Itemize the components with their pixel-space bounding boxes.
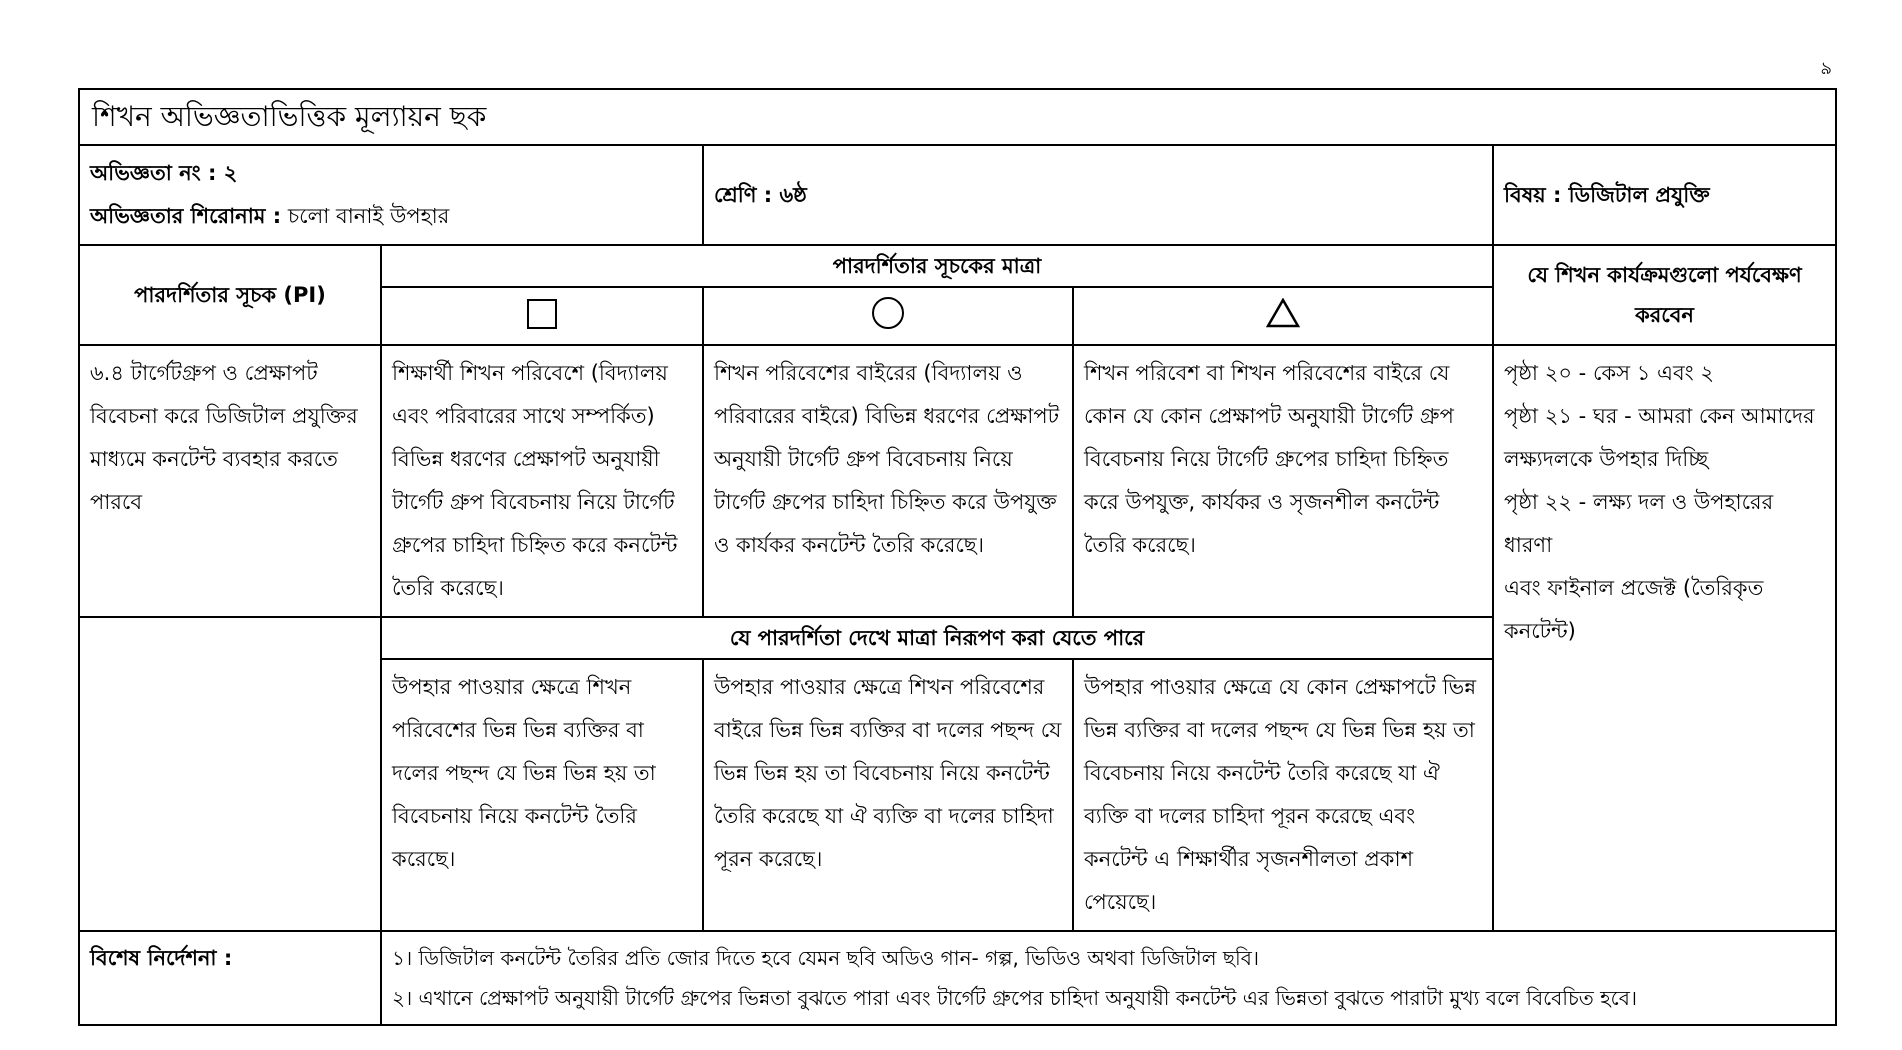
level-triangle-text: শিখন পরিবেশ বা শিখন পরিবেশের বাইরে যে কোন যে কোন প্রেক্ষাপট অনুযায়ী টার্গেট গ্রুপ বিবেচনায় নিয়ে টার্গেট গ্রুপের চাহিদা চিহ্নিত করে উপযুক্ত, কার্যকর ও সৃজনশীল কনটেন্ট তৈরি করেছে।: [1073, 345, 1493, 617]
special-note: ২। এখানে প্রেক্ষাপট অনুযায়ী টার্গেট গ্রুপের ভিন্নতা বুঝতে পারা এবং টার্গেট গ্রুপের চাহিদা অনুযায়ী কনটেন্ট এর ভিন্নতা বুঝতে পারাটা মুখ্য বলে বিবেচিত হবে।: [392, 986, 1637, 1010]
experience-title-label: অভিজ্ঞতার শিরোনাম :: [90, 204, 282, 228]
empty-cell: [79, 617, 381, 931]
pi-header: পারদর্শিতার সূচক (PI): [79, 245, 381, 345]
experience-number: অভিজ্ঞতা নং : ২: [90, 161, 238, 185]
table-title: শিখন অভিজ্ঞতাভিত্তিক মূল্যায়ন ছক: [79, 89, 1836, 145]
circle-icon: [872, 297, 904, 329]
levels-row: [79, 345, 1836, 617]
activity-item: এবং ফাইনাল প্রজেক্ট (তৈরিকৃত কনটেন্ট): [1504, 576, 1764, 643]
special-notes-label: বিশেষ নির্দেশনা :: [79, 931, 381, 1025]
levels-header: পারদর্শিতার সূচকের মাত্রা: [381, 245, 1493, 287]
special-notes-row: [79, 931, 1836, 1025]
subject-cell: বিষয় : ডিজিটাল প্রযুক্তি: [1493, 145, 1836, 245]
header-row: [79, 245, 1836, 287]
experience-title-value: চলো বানাই উপহার: [281, 204, 450, 228]
evidence-circle-text: উপহার পাওয়ার ক্ষেত্রে শিখন পরিবেশের বাইরে ভিন্ন ভিন্ন ব্যক্তির বা দলের পছন্দ যে ভিন্ন ভিন্ন হয় তা বিবেচনায় নিয়ে কনটেন্ট তৈরি করেছে যা ঐ ব্যক্তি বা দলের চাহিদা পূরন করেছে।: [703, 659, 1073, 931]
title-row: [79, 89, 1836, 145]
info-row: [79, 145, 1836, 245]
square-icon: [527, 299, 557, 329]
page-number: ৯: [1820, 58, 1832, 79]
experience-info-cell: [79, 145, 703, 245]
triangle-icon: [1266, 298, 1300, 328]
pi-text: ৬.৪ টার্গেটগ্রুপ ও প্রেক্ষাপট বিবেচনা করে ডিজিটাল প্রযুক্তির মাধ্যমে কনটেন্ট ব্যবহার করতে পারবে: [79, 345, 381, 617]
activity-item: পৃষ্ঠা ২১ - ঘর - আমরা কেন আমাদের লক্ষ্যদলকে উপহার দিচ্ছি: [1504, 404, 1815, 471]
experience-title: [90, 195, 692, 238]
activities-header: যে শিখন কার্যক্রমগুলো পর্যবেক্ষণ করবেন: [1493, 245, 1836, 345]
evidence-triangle-text: উপহার পাওয়ার ক্ষেত্রে যে কোন প্রেক্ষাপটে ভিন্ন ভিন্ন ব্যক্তির বা দলের পছন্দ যে ভিন্ন ভিন্ন হয় তা বিবেচনায় নিয়ে কনটেন্ট তৈরি করেছে যা ঐ ব্যক্তি বা দলের চাহিদা পূরন করেছে এবং কনটেন্ট এ শিক্ষার্থীর সৃজনশীলতা প্রকাশ পেয়েছে।: [1073, 659, 1493, 931]
activity-item: পৃষ্ঠা ২২ - লক্ষ্য দল ও উপহারের ধারণা: [1504, 490, 1774, 557]
level-circle-text: শিখন পরিবেশের বাইরের (বিদ্যালয় ও পরিবারের বাইরে) বিভিন্ন ধরণের প্রেক্ষাপট অনুযায়ী টার্গেট গ্রুপ বিবেচনায় নিয়ে টার্গেট গ্রুপের চাহিদা চিহ্নিত করে উপযুক্ত ও কার্যকর কনটেন্ট তৈরি করেছে।: [703, 345, 1073, 617]
level-square-text: শিক্ষার্থী শিখন পরিবেশে (বিদ্যালয় এবং পরিবারের সাথে সম্পর্কিত) বিভিন্ন ধরণের প্রেক্ষাপট অনুযায়ী টার্গেট গ্রুপ বিবেচনায় নিয়ে টার্গেট গ্রুপের চাহিদা চিহ্নিত করে কনটেন্ট তৈরি করেছে।: [381, 345, 703, 617]
special-note: ১। ডিজিটাল কনটেন্ট তৈরির প্রতি জোর দিতে হবে যেমন ছবি অডিও গান- গল্প, ভিডিও অথবা ডিজিটাল ছবি।: [392, 946, 1260, 970]
evidence-square-text: উপহার পাওয়ার ক্ষেত্রে শিখন পরিবেশের ভিন্ন ভিন্ন ব্যক্তির বা দলের পছন্দ যে ভিন্ন ভিন্ন হয় তা বিবেচনায় নিয়ে কনটেন্ট তৈরি করেছে।: [381, 659, 703, 931]
assessment-table: [78, 88, 1837, 1026]
level-square-cell: [381, 287, 703, 345]
activity-item: পৃষ্ঠা ২০ - কেস ১ এবং ২: [1504, 361, 1715, 385]
level-circle-cell: [703, 287, 1073, 345]
level-triangle-cell: [1073, 287, 1493, 345]
special-notes: [381, 931, 1836, 1025]
evidence-header: যে পারদর্শিতা দেখে মাত্রা নিরূপণ করা যেতে পারে: [381, 617, 1493, 659]
class-cell: শ্রেণি : ৬ষ্ঠ: [703, 145, 1493, 245]
activities-text: [1493, 345, 1836, 931]
